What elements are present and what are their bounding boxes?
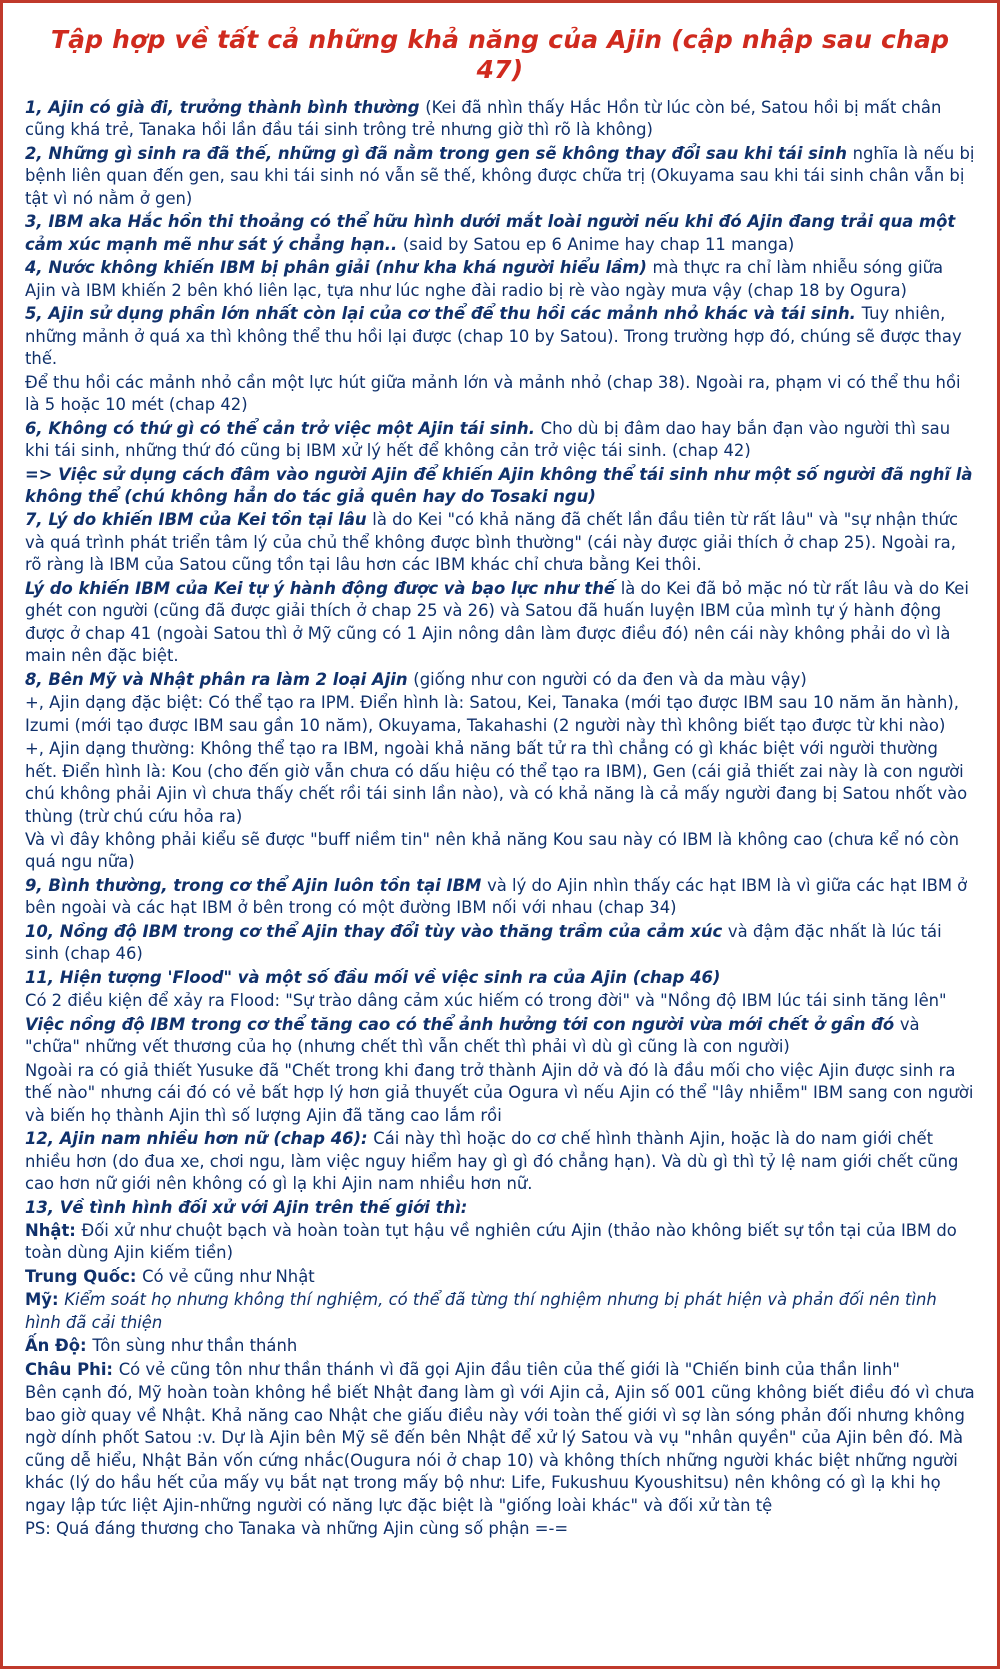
text-segment: PS: Quá đáng thương cho Tanaka và những Ajin cùng số phận =-= — [25, 1519, 569, 1539]
text-segment: 9, Bình thường, trong cơ thể Ajin luôn tồn tại IBM — [25, 875, 488, 895]
paragraph — [25, 967, 975, 989]
text-segment: Trung Quốc: — [25, 1266, 143, 1286]
text-segment: Có vẻ cũng như Nhật — [142, 1266, 315, 1286]
text-segment: và lý do Ajin nhìn thấy các hạt IBM là vì giữa các hạt IBM ở bên ngoài và các hạt IBM ở bên trong có một đường IBM nối với nhau (chap 34) — [25, 875, 968, 918]
text-segment: Việc nồng độ IBM trong cơ thể tăng cao có thể ảnh hưởng tới con người vừa mới chết ở gần đó — [25, 1014, 900, 1034]
paragraph — [25, 418, 975, 463]
text-segment: Lý do khiến IBM của Kei tự ý hành động được và bạo lực như thế — [25, 578, 621, 598]
text-segment: 4, Nước không khiến IBM bị phân giải (như kha khá người hiểu lầm) — [25, 258, 653, 278]
text-segment: (said by Satou ep 6 Anime hay chap 11 manga) — [402, 234, 795, 254]
text-segment: Để thu hồi các mảnh nhỏ cần một lực hút giữa mảnh lớn và mảnh nhỏ (chap 38). Ngoài ra, phạm vi có thể thu hồi là 5 hoặc 10 mét (chap 42) — [25, 372, 961, 415]
paragraph — [25, 1128, 975, 1195]
paragraph — [25, 921, 975, 966]
text-segment: và đậm đặc nhất là lúc tái sinh (chap 46) — [25, 921, 942, 964]
paragraph — [25, 372, 975, 417]
paragraph — [25, 143, 975, 210]
document-body — [25, 97, 975, 1541]
paragraph — [25, 1014, 975, 1059]
text-segment: +, Ajin dạng đặc biệt: Có thể tạo ra IPM. Điển hình là: Satou, Kei, Tanaka (mới tạo được IBM sau 10 năm ăn hành), Izumi (mới tạo được IBM sau gần 10 năm), Okuyama, Takahashi (2 người này thì không biết tạo được từ khi nào) — [25, 693, 959, 735]
paragraph — [25, 1359, 975, 1381]
text-segment: 8, Bên Mỹ và Nhật phân ra làm 2 loại Ajin — [25, 669, 414, 689]
text-segment: là do Kei "có khả năng đã chết lần đầu tiên từ rất lâu" và "sự nhận thức và quá trình phát triển tâm lý của chủ thể không được bình thường" (cái này được giải thích ở chap 25). Ngoài ra, rõ ràng là IBM của Satou cũng tồn tại lâu hơn các IBM khác chỉ chưa bằng Kei thôi. — [25, 510, 958, 575]
text-segment: Có 2 điều kiện để xảy ra Flood: "Sự trào dâng cảm xúc hiếm có trong đời" và "Nồng độ IBM lúc tái sinh tăng lên" — [25, 991, 947, 1011]
paragraph — [25, 990, 975, 1012]
paragraph — [25, 1060, 975, 1127]
text-segment: 3, IBM aka Hắc hồn thi thoảng có thể hữu hình dưới mắt loài người nếu khi đó Ajin đang trải qua một cảm xúc mạnh mẽ như sát ý chẳng hạn.. — [25, 212, 956, 254]
paragraph — [25, 829, 975, 874]
text-segment: Cho dù bị đâm dao hay bắn đạn vào người thì sau khi tái sinh, những thứ đó cũng bị IBM xử lý hết để không cản trở việc tái sinh. (chap 42) — [25, 418, 951, 461]
paragraph — [25, 875, 975, 920]
text-segment: nghĩa là nếu bị bệnh liên quan đến gen, sau khi tái sinh nó vẫn sẽ thế, không được chữa trị (Okuyama sau khi tái sinh chân vẫn bị tật vì nó nằm ở gen) — [25, 143, 975, 208]
paragraph — [25, 257, 975, 302]
text-segment: 5, Ajin sử dụng phần lớn nhất còn lại của cơ thể để thu hồi các mảnh nhỏ khác và tái sinh. — [25, 304, 862, 324]
text-segment: 12, Ajin nam nhiều hơn nữ (chap 46): — [25, 1129, 374, 1149]
paragraph — [25, 1518, 975, 1540]
text-segment: +, Ajin dạng thường: Không thể tạo ra IBM, ngoài khả năng bất tử ra thì chẳng có gì khác biệt với người thường hết. Điển hình là: Kou (cho đến giờ vẫn chưa có dấu hiệu có thể tạo ra IBM), Gen (cái giả thiết zai này là con người chú không phải Ajin vì chưa thấy chết rồi tái sinh lần nào), và có khả năng là cả mấy người đang bị Satou nhốt vào thùng (trừ chú cứu hỏa ra) — [25, 739, 968, 826]
text-segment: Cái này thì hoặc do cơ chế hình thành Ajin, hoặc là do nam giới chết nhiều hơn (do đua xe, chơi ngu, làm việc nguy hiểm hay gì gì đó chẳng hạn). Và dù gì thì tỷ lệ nam giới chết cũng cao hơn nữ giới nên không có gì lạ khi Ajin nam nhiều hơn nữ. — [25, 1129, 959, 1194]
text-segment: Châu Phi: — [25, 1359, 119, 1379]
text-segment: Và vì đây không phải kiểu sẽ được "buff niềm tin" nên khả năng Kou sau này có IBM là không cao (chưa kể nó còn quá ngu nữa) — [25, 830, 959, 872]
paragraph — [25, 1197, 975, 1219]
text-segment: 2, Những gì sinh ra đã thế, những gì đã nằm trong gen sẽ không thay đổi sau khi tái sinh — [25, 143, 853, 163]
text-segment: 11, Hiện tượng 'Flood" và một số đầu mối về việc sinh ra của Ajin (chap 46) — [25, 967, 721, 987]
text-segment: 1, Ajin có già đi, trưởng thành bình thường — [25, 98, 426, 117]
text-segment: Đối xử như chuột bạch và hoàn toàn tụt hậu về nghiên cứu Ajin (thảo nào không biết sự tồn tại của IBM do toàn dùng Ajin kiếm tiền) — [25, 1220, 957, 1263]
paragraph — [25, 1335, 975, 1357]
text-segment: (giống như con người có da đen và da màu vậy) — [413, 669, 807, 689]
text-segment: 10, Nồng độ IBM trong cơ thể Ajin thay đổi tùy vào thăng trầm của cảm xúc — [25, 921, 728, 941]
text-segment: Tôn sùng như thần thánh — [92, 1336, 298, 1356]
paragraph — [25, 1266, 975, 1288]
text-segment: Bên cạnh đó, Mỹ hoàn toàn không hề biết Nhật đang làm gì với Ajin cả, Ajin số 001 cũng không biết điều đó vì chưa bao giờ quay về Nhật. Khả năng cao Nhật che giấu điều này với toàn thế giới vì sợ làn sóng phản đối nhưng không ngờ dính phốt Satou :v. Dự là Ajin bên Mỹ sẽ đến bên Nhật để xử lý Satou và vụ "nhân quyền" của Ajin bên đó. Mà cũng dễ hiểu, Nhật Bản vốn cứng nhắc(Ougura nói ở chap 10) và không thích những người khác biệt những người khác (lý do hầu hết của mấy vụ bắt nạt trong mấy bộ như: Life, Fukushuu Kyoushitsu) nên không có gì lạ khi họ ngay lập tức liệt Ajin-những người có năng lực đặc biệt là "giống loài khác" và đối xử tàn tệ — [25, 1383, 975, 1515]
text-segment: Kiểm soát họ nhưng không thí nghiệm, có thể đã từng thí nghiệm nhưng bị phát hiện và phản đối nên tình hình đã cải thiện — [25, 1290, 937, 1332]
text-segment: Ấn Độ: — [25, 1336, 93, 1356]
text-segment: 7, Lý do khiến IBM của Kei tồn tại lâu — [25, 510, 373, 530]
paragraph — [25, 1220, 975, 1265]
text-segment: là do Kei đã bỏ mặc nó từ rất lâu và do Kei ghét con người (cũng đã được giải thích ở chap 25 và 26) và Satou đã huấn luyện IBM của mình tự ý hành động được ở chap 41 (ngoài Satou thì ở Mỹ cũng có 1 Ajin nông dân làm được điều đó) nên cái này không phải do vì là main nên đặc biệt. — [25, 578, 969, 666]
text-segment: Nhật: — [25, 1220, 82, 1240]
paragraph — [25, 97, 975, 142]
text-segment: và "chữa" những vết thương của họ (nhưng chết thì vẫn chết thì phải vì dù gì cũng là con người) — [25, 1014, 920, 1057]
paragraph — [25, 1289, 975, 1334]
paragraph — [25, 464, 975, 509]
paragraph — [25, 578, 975, 668]
text-segment: 13, Về tình hình đối xử với Ajin trên thế giới thì: — [25, 1197, 468, 1217]
paragraph — [25, 1382, 975, 1517]
text-segment: 6, Không có thứ gì có thể cản trở việc một Ajin tái sinh. — [25, 418, 541, 438]
paragraph — [25, 669, 975, 691]
page-title: Tập hợp về tất cả những khả năng của Ajin (cập nhập sau chap 47) — [50, 25, 950, 84]
paragraph — [25, 303, 975, 370]
paragraph — [25, 738, 975, 828]
paragraph — [25, 211, 975, 256]
text-segment: mà thực ra chỉ làm nhiễu sóng giữa Ajin và IBM khiến 2 bên khó liên lạc, tựa như lúc nghe đài radio bị rè vào ngày mưa vậy (chap 18 by Ogura) — [25, 258, 944, 300]
text-segment: => Việc sử dụng cách đâm vào người Ajin để khiến Ajin không thể tái sinh như một số người đã nghĩ là không thể (chú không hẳn do tác giả quên hay do Tosaki ngu) — [25, 464, 973, 506]
text-segment: Ngoài ra có giả thiết Yusuke đã "Chết trong khi đang trở thành Ajin dở và đó là đầu mối cho việc Ajin được sinh ra thế nào" nhưng cái đó có vẻ bất hợp lý hơn giả thuyết của Ogura vì nếu Ajin có thể "lây nhiễm" IBM sang con người và biến họ thành Ajin thì số lượng Ajin đã tăng cao lắm rồi — [25, 1060, 974, 1125]
paragraph — [25, 692, 975, 737]
paragraph — [25, 509, 975, 576]
text-segment: Mỹ: — [25, 1290, 65, 1310]
text-segment: Tuy nhiên, những mảnh ở quá xa thì không thể thu hồi lại được (chap 10 by Satou). Trong trường hợp đó, chúng sẽ được thay thế. — [25, 304, 962, 369]
text-segment: (Kei đã nhìn thấy Hắc Hồn từ lúc còn bé, Satou hồi bị mất chân cũng khá trẻ, Tanaka hồi lần đầu tái sinh trông trẻ nhưng giờ thì rõ là không) — [25, 98, 942, 140]
text-segment: Có vẻ cũng tôn như thần thánh vì đã gọi Ajin đầu tiên của thế giới là "Chiến binh của thần linh" — [118, 1359, 900, 1379]
